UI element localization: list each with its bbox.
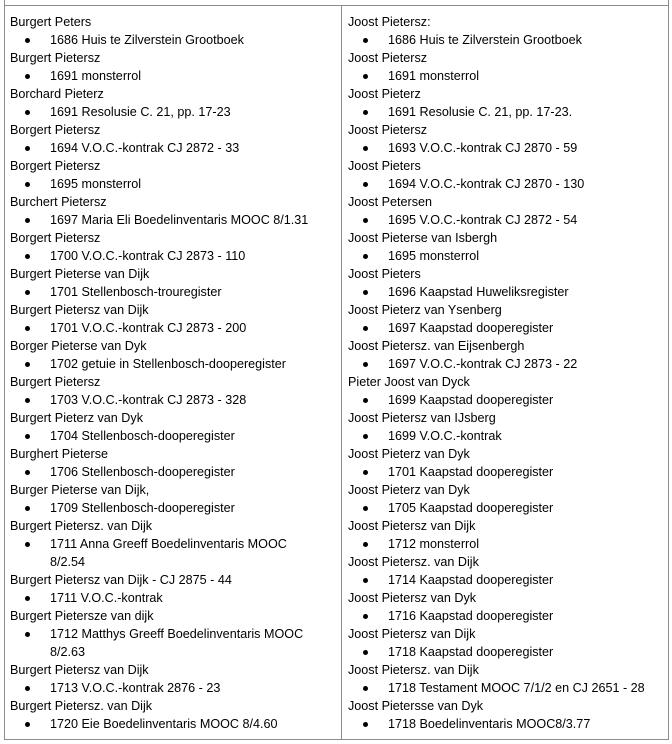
record-source-text: 1701 Kaapstad dooperegister [388,465,554,479]
bullet-icon [25,362,30,367]
person-name: Burgert Pietersz. van Dijk [10,699,153,713]
record-entry [10,265,335,301]
bullet-icon [363,218,368,223]
record-entry [348,85,666,121]
bullet-icon [363,326,368,331]
person-name: Joost Pieterse van Isbergh [348,231,498,245]
person-name: Joost Pieters [348,159,421,173]
record-source-text: 1702 getuie in Stellenbosch-dooperegister [50,357,286,371]
record-bullet-item [348,175,666,193]
bullet-icon [363,146,368,151]
record-source-text: 1703 V.O.C.-kontrak CJ 2873 - 328 [50,393,247,407]
person-name: Burgert Pietersz. van Dijk [10,519,153,533]
record-bullet-item [10,589,335,607]
record-entry [10,661,335,697]
record-bullet-item [10,283,335,301]
record-source-text: 1711 Anna Greeff Boedelinventaris MOOC 8/2.54 [50,537,287,569]
bullet-icon [25,686,30,691]
bullet-icon [363,686,368,691]
record-source-text: 1699 Kaapstad dooperegister [388,393,554,407]
record-source-text: 1694 V.O.C.-kontrak CJ 2872 - 33 [50,141,240,155]
record-entry [348,373,666,409]
record-source-text: 1699 V.O.C.-kontrak [388,429,502,443]
record-entry [348,409,666,445]
person-name: Burgert Pietersz van Dijk - CJ 2875 - 44 [10,573,232,587]
record-source-text: 1691 monsterrol [50,69,142,83]
record-bullet-item [10,535,335,571]
person-name: Joost Pietersz [348,123,428,137]
record-bullet-item [10,67,335,85]
record-entry [348,157,666,193]
record-source-text: 1697 Kaapstad dooperegister [388,321,554,335]
person-name: Pieter Joost van Dyck [348,375,470,389]
person-name: Burgert Pieterszе van dijk [10,609,154,623]
record-bullet-item [348,247,666,265]
person-name: Borgert Pietersz [10,123,101,137]
bullet-icon [25,542,30,547]
record-source-text: 1718 Kaapstad dooperegister [388,645,554,659]
person-name: Burgert Pietersz van Dijk [10,303,149,317]
person-name: Joost Pietersz van IJsberg [348,411,496,425]
bullet-icon [25,506,30,511]
record-entry [10,373,335,409]
record-entry [10,409,335,445]
record-source-text: 1711 V.O.C.-kontrak [50,591,163,605]
record-source-text: 1706 Stellenbosch-dooperegister [50,465,235,479]
left-column-burgert [10,13,335,733]
record-bullet-item [10,355,335,373]
record-source-text: 1697 Maria Eli Boedelinventaris MOOC 8/1.31 [50,213,309,227]
bullet-icon [25,182,30,187]
bullet-icon [363,362,368,367]
bullet-icon [25,110,30,115]
record-source-text: 1704 Stellenbosch-dooperegister [50,429,235,443]
record-source-text: 1713 V.O.C.-kontrak 2876 - 23 [50,681,221,695]
person-name: Borchard Pieterz [10,87,104,101]
bullet-icon [25,146,30,151]
record-source-text: 1720 Eie Boedelinventaris MOOC 8/4.60 [50,717,278,731]
record-bullet-item [10,175,335,193]
person-name: Joost Pietersz. van Dijk [348,663,479,677]
record-bullet-item [348,427,666,445]
bullet-icon [363,434,368,439]
person-name: Joost Pietersz [348,51,428,65]
bullet-icon [363,290,368,295]
record-entry [10,607,335,661]
record-bullet-item [10,139,335,157]
record-source-text: 1696 Kaapstad Huweliksregister [388,285,569,299]
record-entry [10,481,335,517]
record-source-text: 1705 Kaapstad dooperegister [388,501,554,515]
bullet-icon [363,578,368,583]
record-bullet-item [348,355,666,373]
record-bullet-item [348,103,666,121]
person-name: Joost Pietersz. van Eijsenbergh [348,339,525,353]
record-bullet-item [348,715,666,733]
bullet-icon [25,470,30,475]
person-name: Joost Pieters [348,267,421,281]
person-name: Joost Petersen [348,195,433,209]
record-bullet-item [348,607,666,625]
person-name: Burgert Pietersz [10,51,101,65]
bullet-icon [363,74,368,79]
right-column-joost [348,13,666,733]
bullet-icon [363,182,368,187]
record-bullet-item [348,211,666,229]
record-entry [348,625,666,661]
record-bullet-item [10,499,335,517]
bullet-icon [363,506,368,511]
person-name: Burgert Pietersz [10,375,101,389]
bullet-icon [25,254,30,259]
person-name: Joost Pietersz van Dyk [348,591,477,605]
bullet-icon [25,398,30,403]
record-source-text: 1695 monsterrol [50,177,142,191]
record-entry [348,13,666,49]
record-bullet-item [10,391,335,409]
bullet-icon [363,38,368,43]
bullet-icon [363,542,368,547]
person-name: Burghert Pieterse [10,447,109,461]
person-name: Borgert Pietersz [10,231,101,245]
record-entry [10,121,335,157]
bullet-icon [25,326,30,331]
person-name: Joost Pieterz [348,87,421,101]
record-bullet-item [348,571,666,589]
record-bullet-item [10,463,335,481]
record-bullet-item [348,643,666,661]
record-bullet-item [348,463,666,481]
record-entry [348,265,666,301]
record-source-text: 1701 Stellenbosch-trouregister [50,285,222,299]
record-entry [10,571,335,607]
record-entry [348,661,666,697]
record-entry [348,553,666,589]
record-entry [348,517,666,553]
person-name: Burgert Peters [10,15,92,29]
record-entry [348,301,666,337]
bullet-icon [363,722,368,727]
record-bullet-item [348,31,666,49]
person-name: Borgert Pietersz [10,159,101,173]
record-source-text: 1718 Testament MOOC 7/1/2 en CJ 2651 - 28 [388,681,645,695]
record-entry [10,697,335,733]
bullet-icon [25,38,30,43]
record-bullet-item [10,679,335,697]
person-name: Joost Pietersse van Dyk [348,699,484,713]
person-name: Burgert Pieterz van Dyk [10,411,143,425]
record-bullet-item [348,139,666,157]
person-name: Joost Pieterz van Dyk [348,447,470,461]
record-bullet-item [10,247,335,265]
record-source-text: 1697 V.O.C.-kontrak CJ 2873 - 22 [388,357,578,371]
record-entry [10,229,335,265]
bullet-icon [25,596,30,601]
person-name: Borger Pieterse van Dyk [10,339,147,353]
record-entry [348,589,666,625]
record-entry [10,85,335,121]
record-bullet-item [348,319,666,337]
record-source-text: 1691 Resolusie C. 21, pp. 17-23. [388,105,573,119]
person-name: Joost Pieterz van Ysenberg [348,303,502,317]
bullet-icon [363,254,368,259]
record-entry [348,337,666,373]
record-bullet-item [348,67,666,85]
person-name: Joost Pietersz van Dijk [348,519,476,533]
table-top-border [4,5,669,6]
record-entry [348,481,666,517]
record-bullet-item [348,535,666,553]
record-source-text: 1716 Kaapstad dooperegister [388,609,554,623]
record-bullet-item [10,31,335,49]
record-entry [348,49,666,85]
record-bullet-item [348,391,666,409]
person-name: Burgert Pieterse van Dijk [10,267,150,281]
record-source-text: 1701 V.O.C.-kontrak CJ 2873 - 200 [50,321,247,335]
record-source-text: 1695 monsterrol [388,249,480,263]
record-source-text: 1693 V.O.C.-kontrak CJ 2870 - 59 [388,141,578,155]
bullet-icon [363,614,368,619]
record-bullet-item [348,283,666,301]
record-entry [10,445,335,481]
record-bullet-item [348,679,666,697]
record-bullet-item [10,319,335,337]
record-source-text: 1691 monsterrol [388,69,480,83]
record-bullet-item [348,499,666,517]
record-entry [10,193,335,229]
record-entry [10,301,335,337]
bullet-icon [25,74,30,79]
record-source-text: 1695 V.O.C.-kontrak CJ 2872 - 54 [388,213,578,227]
record-bullet-item [10,625,335,661]
record-source-text: 1700 V.O.C.-kontrak CJ 2873 - 110 [50,249,246,263]
column-divider [341,5,342,740]
record-entry [10,337,335,373]
record-source-text: 1694 V.O.C.-kontrak CJ 2870 - 130 [388,177,585,191]
bullet-icon [363,398,368,403]
record-source-text: 1712 monsterrol [388,537,480,551]
record-entry [10,517,335,571]
person-name: Burger Pieterse van Dijk, [10,483,150,497]
record-source-text: 1709 Stellenbosch-dooperegister [50,501,235,515]
record-source-text: 1686 Huis te Zilverstein Grootboek [388,33,582,47]
record-entry [348,697,666,733]
record-bullet-item [10,103,335,121]
person-name: Joost Pietersz. van Dijk [348,555,479,569]
bullet-icon [363,110,368,115]
bullet-icon [363,650,368,655]
record-source-text: 1691 Resolusie C. 21, pp. 17-23 [50,105,231,119]
bullet-icon [25,218,30,223]
person-name: Joost Pieterz van Dyk [348,483,470,497]
bullet-icon [25,434,30,439]
person-name: Joost Pietersz van Dijk [348,627,476,641]
record-source-text: 1718 Boedelinventaris MOOC8/3.77 [388,717,591,731]
record-source-text: 1714 Kaapstad dooperegister [388,573,554,587]
bullet-icon [25,722,30,727]
record-entry [10,49,335,85]
record-source-text: 1686 Huis te Zilverstein Grootboek [50,33,244,47]
person-name: Burchert Pietersz [10,195,107,209]
record-bullet-item [10,211,335,229]
record-entry [348,445,666,481]
bullet-icon [25,290,30,295]
person-name: Burgert Pietersz van Dijk [10,663,149,677]
bullet-icon [25,632,30,637]
person-name: Joost Pietersz: [348,15,431,29]
record-bullet-item [10,715,335,733]
bullet-icon [363,470,368,475]
record-entry [10,13,335,49]
record-entry [10,157,335,193]
record-source-text: 1712 Matthys Greeff Boedelinventaris MOOC 8/2.63 [50,627,304,659]
record-entry [348,193,666,229]
record-entry [348,229,666,265]
record-bullet-item [10,427,335,445]
record-entry [348,121,666,157]
